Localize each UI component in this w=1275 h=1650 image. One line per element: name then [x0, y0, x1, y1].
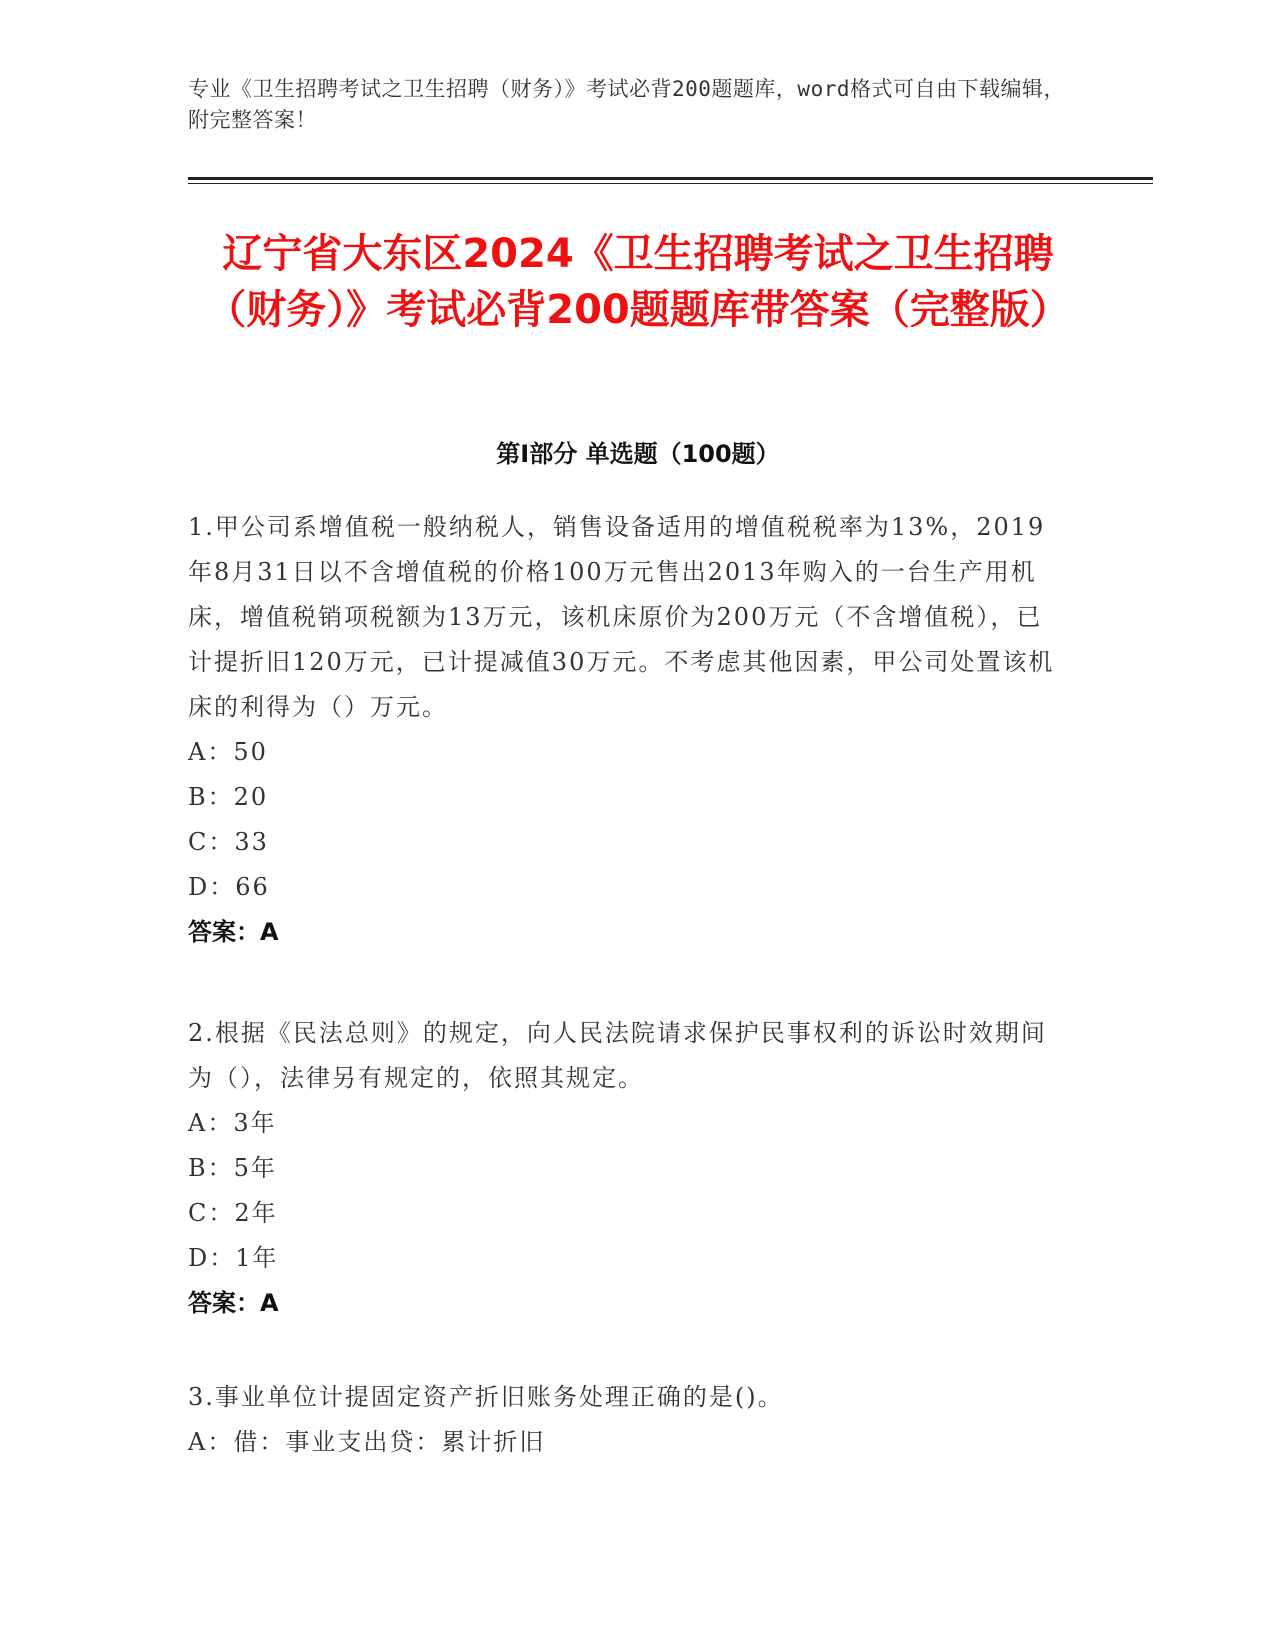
answer-line: 答案：A [188, 918, 279, 946]
option-a: A：50 [188, 738, 268, 766]
question-stem: 2.根据《民法总则》的规定，向人民法院请求保护民事权利的诉讼时效期间为（），法律另有规定的，依照其规定。 [188, 1019, 1047, 1092]
option-c: C：2年 [188, 1199, 278, 1227]
answer-line: 答案：A [188, 1289, 279, 1317]
option-a: A：3年 [188, 1109, 277, 1137]
question-stem: 3.事业单位计提固定资产折旧账务处理正确的是()。 [188, 1383, 784, 1411]
question-2 [188, 1011, 1068, 1326]
option-d: D：66 [188, 873, 270, 901]
question-1 [188, 505, 1068, 955]
option-b: B：20 [188, 783, 269, 811]
header-note: 专业《卫生招聘考试之卫生招聘（财务）》考试必背200题题库，word格式可自由下载编辑，附完整答案！ [188, 77, 1065, 132]
option-a: A：借：事业支出贷：累计折旧 [188, 1428, 546, 1456]
section-heading: 第Ⅰ部分 单选题（100题） [496, 440, 780, 468]
option-c: C：33 [188, 828, 269, 856]
document-title: 辽宁省大东区2024《卫生招聘考试之卫生招聘（财务）》考试必背200题题库带答案（完整版） [206, 231, 1070, 333]
header-rule-thin [188, 183, 1153, 184]
option-d: D：1年 [188, 1244, 279, 1272]
question-3 [188, 1375, 1068, 1465]
header-rule-thick [188, 177, 1153, 180]
question-stem: 1.甲公司系增值税一般纳税人，销售设备适用的增值税税率为13%，2019年8月31日以不含增值税的价格100万元售出2013年购入的一台生产用机床，增值税销项税额为13万元，该机床原价为200万元（不含增值税），已计提折旧120万元，已计提减值30万元。不考虑其他因素，甲公司处置该机床的利得为（）万元。 [188, 513, 1055, 721]
option-b: B：5年 [188, 1154, 277, 1182]
